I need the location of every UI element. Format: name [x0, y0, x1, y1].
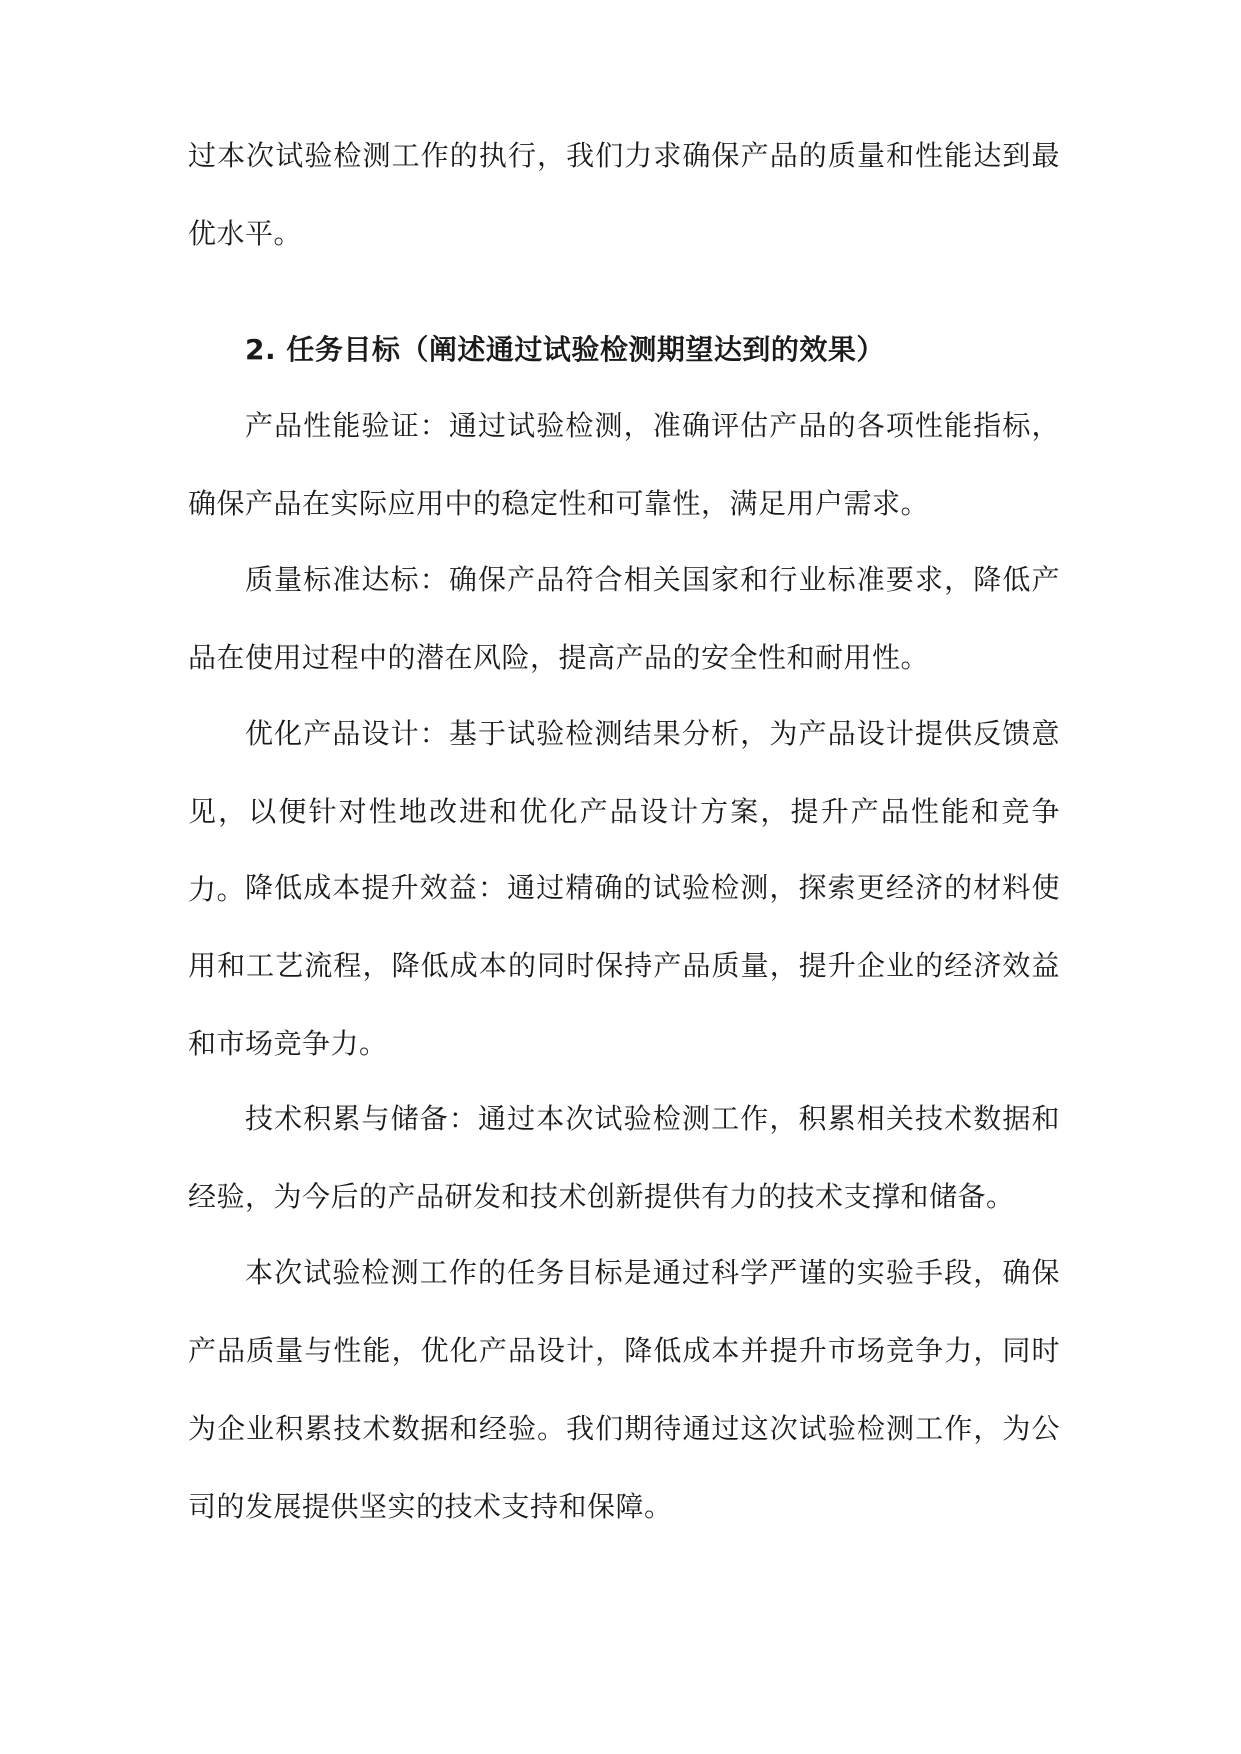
paragraph-summary: 本次试验检测工作的任务目标是通过科学严谨的实验手段，确保产品质量与性能，优化产品设计，降低成本并提升市场竞争力，同时为企业积累技术数据和经验。我们期待通过这次试验检测工作，为公司的发展提供坚实的技术支持和保障。: [188, 1256, 1060, 1523]
paragraph-design-optimization: 优化产品设计：基于试验检测结果分析，为产品设计提供反馈意见，以便针对性地改进和优化产品设计方案，提升产品性能和竞争力。: [188, 717, 1060, 906]
paragraph-technical-accumulation: 技术积累与储备：通过本次试验检测工作，积累相关技术数据和经验，为今后的产品研发和技术创新提供有力的技术支撑和储备。: [188, 1102, 1060, 1213]
continuation-paragraph: 过本次试验检测工作的执行，我们力求确保产品的质量和性能达到最优水平。: [188, 139, 1060, 250]
paragraph-performance-verification: 产品性能验证：通过试验检测，准确评估产品的各项性能指标，确保产品在实际应用中的稳定性和可靠性，满足用户需求。: [188, 409, 1060, 520]
paragraph-cost-reduction: 降低成本提升效益：通过精确的试验检测，探索更经济的材料使用和工艺流程，降低成本的同时保持产品质量，提升企业的经济效益和市场竞争力。: [188, 871, 1060, 1060]
section-heading: 2. 任务目标（阐述通过试验检测期望达到的效果）: [245, 333, 885, 366]
paragraph-quality-standards: 质量标准达标：确保产品符合相关国家和行业标准要求，降低产品在使用过程中的潜在风险，提高产品的安全性和耐用性。: [188, 563, 1060, 674]
